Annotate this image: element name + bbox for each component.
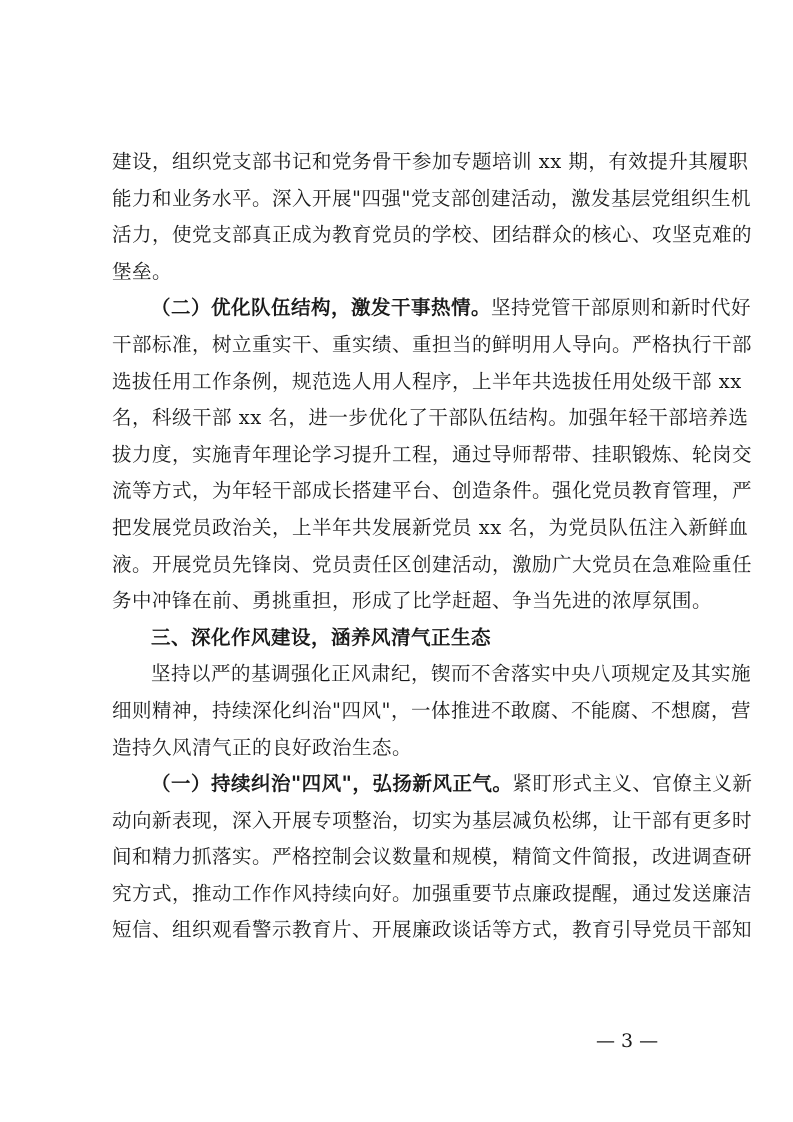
paragraph4-line-3: 间和精力抓落实。严格控制会议数量和规模，精简文件简报，改进调查研: [112, 845, 753, 869]
paragraph2-line-7: 把发展党员政治关，上半年共发展新党员 xx 名，为党员队伍注入新鲜血: [112, 515, 749, 539]
paragraph3-line-1: 坚持以严的基调强化正风肃纪，锲而不舍落实中央八项规定及其实施: [151, 662, 752, 686]
paragraph2-line-4: 名，科级干部 xx 名，进一步优化了干部队伍结构。加强年轻干部培养选: [112, 406, 749, 430]
paragraph1-line-2: 能力和业务水平。深入开展"四强"党支部创建活动，激发基层党组织生机: [112, 186, 751, 210]
paragraph2-line-3: 选拔任用工作条例，规范选人用人程序，上半年共选拔任用处级干部 xx: [112, 369, 742, 393]
paragraph4-line-4: 究方式，推动工作作风持续向好。加强重要节点廉政提醒，通过发送廉洁: [112, 881, 753, 905]
paragraph2-line-1-text: 坚持党管干部原则和新时代好: [491, 296, 752, 320]
paragraph3-line-3: 造持久风清气正的良好政治生态。: [112, 735, 413, 759]
paragraph2-line-5: 拔力度，实施青年理论学习提升工程，通过导师帮带、挂职锻炼、轮岗交: [112, 442, 753, 466]
section-title-3: 三、深化作风建设，涵养风清气正生态: [151, 625, 492, 649]
paragraph4-line-2: 动向新表现，深入开展专项整治，切实为基层减负松绑，让干部有更多时: [112, 808, 753, 832]
page-number: — 3 —: [596, 1030, 659, 1052]
paragraph2-line-6: 流等方式，为年轻干部成长搭建平台、创造条件。强化党员教育管理，严: [112, 479, 753, 503]
subsection-heading-2: （二）优化队伍结构，激发干事热情。: [151, 296, 492, 320]
paragraph4-line-1: [112, 766, 753, 803]
paragraph1-line-4: 堡垒。: [112, 259, 173, 283]
document-body: [112, 144, 753, 949]
paragraph4-line-5: 短信、组织观看警示教育片、开展廉政谈话等方式，教育引导党员干部知: [112, 918, 753, 942]
subsection-heading-1: （一）持续纠治"四风"，弘扬新风正气。: [151, 772, 513, 796]
paragraph3-line-2: 细则精神，持续深化纠治"四风"，一体推进不敢腐、不能腐、不想腐，营: [112, 698, 751, 722]
paragraph2-line-1: [112, 290, 752, 327]
paragraph2-line-2: 干部标准，树立重实干、重实绩、重担当的鲜明用人导向。严格执行干部: [112, 332, 753, 356]
paragraph4-line-1-text: 紧盯形式主义、官僚主义新: [512, 772, 753, 796]
paragraph1-line-1: 建设，组织党支部书记和党务骨干参加专题培训 xx 期，有效提升其履职: [112, 150, 749, 173]
paragraph1-line-3: 活力，使党支部真正成为教育党员的学校、团结群众的核心、攻坚克难的: [112, 223, 753, 247]
paragraph2-line-9: 务中冲锋在前、勇挑重担，形成了比学赶超、争当先进的浓厚氛围。: [112, 589, 713, 613]
paragraph2-line-8: 液。开展党员先锋岗、党员责任区创建活动，激励广大党员在急难险重任: [112, 552, 753, 576]
